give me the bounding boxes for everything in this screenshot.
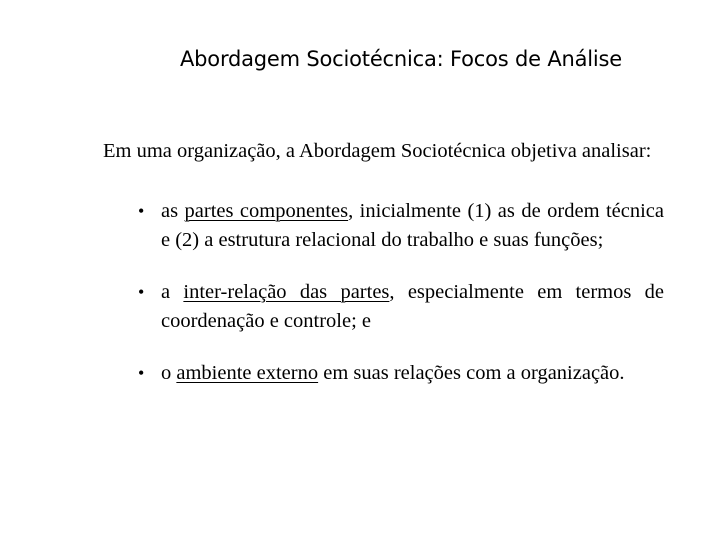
focus-list (103, 197, 664, 388)
intro-paragraph: Em uma organização, a Abordagem Sociotécnica objetiva analisar: (103, 140, 652, 162)
bullet-icon: • (138, 363, 145, 383)
bullet-icon: • (138, 282, 145, 302)
item-text-end: , inicialmente (1) as de ordem técnica e (2) a estrutura relacional do trabalho e suas funções; (161, 200, 664, 251)
item-text-start: o (161, 362, 177, 384)
item-underlined-term: inter-relação das partes (183, 281, 390, 303)
item-text-end: em suas relações com a organização. (318, 362, 625, 384)
item-text-start: a (161, 281, 184, 303)
list-item (103, 278, 664, 336)
bullet-icon: • (138, 201, 145, 221)
item-text-end: , especialmente em termos de coordenação e controle; e (161, 281, 664, 332)
item-underlined-term: partes componentes (184, 200, 349, 222)
item-underlined-term: ambiente externo (176, 362, 319, 384)
list-item (103, 197, 664, 255)
list-item (103, 359, 664, 388)
slide-body (103, 137, 664, 388)
item-text-start: as (161, 200, 185, 222)
slide-title: Abordagem Sociotécnica: Focos de Análise (180, 47, 622, 71)
